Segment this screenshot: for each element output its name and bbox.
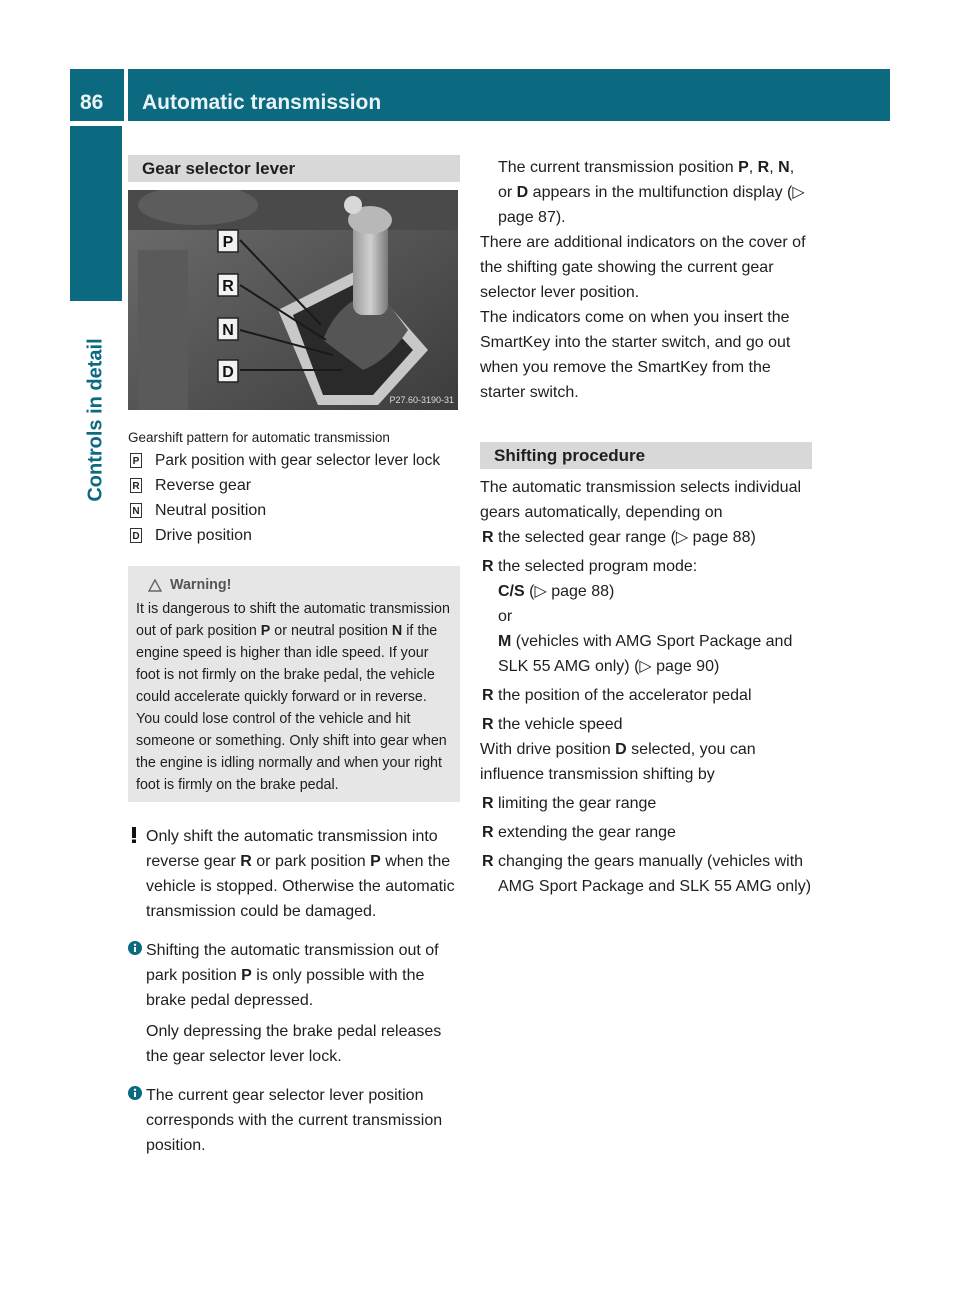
influence-list (480, 791, 812, 899)
damage-note-text: Only shift the automatic transmission into reverse gear R or park position P when the vehicle is stopped. Otherwise the automatic transmission could be damaged. (146, 828, 455, 920)
info-note-text: The current gear selector lever position corresponds with the current transmission position. (146, 1087, 443, 1154)
header-divider (124, 69, 128, 121)
left-column (128, 155, 460, 1158)
warning-text: It is dangerous to shift the automatic transmission out of park position P or neutral position N if the engine speed is higher than idle speed. If your foot is not firmly on the brake pedal, the vehicle could accelerate quickly forward or in reverse. You could lose control of the vehicle and hit someone or something. Only shift into gear when the engine is idling normally and when your right foot is firmly on the brake pedal. (136, 601, 450, 793)
sidebar-tab (70, 126, 122, 301)
legend-item (128, 448, 460, 473)
damage-note (128, 824, 460, 924)
legend-text: Reverse gear (155, 477, 252, 494)
list-item: R changing the gears manually (vehicles with AMG Sport Package and SLK 55 AMG only) (482, 853, 812, 895)
page-number: 86 (80, 91, 104, 114)
legend-text: Park position with gear selector lever lock (155, 452, 441, 469)
drive-paragraph: With drive position D selected, you can influence transmission shifting by (480, 741, 756, 783)
shifting-intro: The automatic transmission selects individual gears automatically, depending on (480, 479, 802, 521)
figure-label-r: R (222, 278, 234, 295)
info-icon (128, 1086, 142, 1100)
sidebar-label-text: Controls in detail (84, 338, 107, 502)
list-item: R the selected gear range (▷ page 88) (482, 529, 756, 546)
gear-selector-photo (128, 190, 458, 410)
figure-label-n: N (222, 322, 234, 339)
section-title-gear-selector: Gear selector lever (128, 155, 460, 182)
list-item: R the selected program mode: C/S (▷ page 88) or M (vehicles with AMG Sport Package and SLK 55 AMG only) (▷ page 90) (480, 554, 812, 679)
page-header (70, 69, 890, 121)
legend-item (128, 473, 460, 498)
info-note (128, 938, 460, 1069)
figure-label-d: D (222, 364, 234, 381)
sidebar-label (70, 300, 122, 540)
info-note (128, 1083, 460, 1158)
program-mode-or: or (498, 608, 513, 625)
legend-list (128, 448, 460, 548)
warning-title (148, 574, 452, 596)
legend-key: N (130, 503, 142, 518)
shifting-factors-list (480, 525, 812, 737)
info-note-text: Shifting the automatic transmission out of park position P is only possible with the brake pedal depressed. (146, 942, 439, 1009)
figure-caption: Gearshift pattern for automatic transmission (128, 430, 390, 445)
list-item: R limiting the gear range (482, 795, 657, 812)
right-column (480, 155, 812, 899)
legend-item (128, 498, 460, 523)
legend-key: D (130, 528, 142, 543)
legend-text: Drive position (155, 527, 252, 544)
program-mode-cs: C/S (▷ page 88) (498, 583, 615, 600)
list-item: R the position of the accelerator pedal (482, 687, 752, 704)
warning-triangle-icon (148, 579, 162, 592)
figure-code: P27.60-3190-31 (389, 395, 454, 405)
section-title-shifting: Shifting procedure (480, 442, 812, 469)
smartkey-paragraph: The indicators come on when you insert the SmartKey into the starter switch, and go out when you remove the SmartKey from the starter switch. (480, 309, 791, 401)
warning-box (128, 566, 460, 802)
legend-key: R (130, 478, 142, 493)
warning-title-text: Warning! (170, 577, 232, 593)
indicators-paragraph: There are additional indicators on the cover of the shifting gate showing the current gear selector lever position. (480, 234, 806, 301)
legend-text: Neutral position (155, 502, 267, 519)
info-note-text-2: Only depressing the brake pedal releases the gear selector lever lock. (146, 1023, 442, 1065)
exclamation-icon (128, 827, 140, 843)
list-item: R extending the gear range (482, 824, 676, 841)
legend-item (128, 523, 460, 548)
display-paragraph: The current transmission position P, R, N, or D appears in the multifunction display (▷ page 87). (498, 159, 805, 226)
program-mode-m: M (vehicles with AMG Sport Package and SLK 55 AMG only) (▷ page 90) (498, 633, 793, 675)
legend-key: P (130, 453, 142, 468)
list-item: R the vehicle speed (482, 716, 623, 733)
info-icon (128, 941, 142, 955)
figure-label-p: P (222, 234, 234, 251)
chapter-title: Automatic transmission (142, 91, 382, 114)
